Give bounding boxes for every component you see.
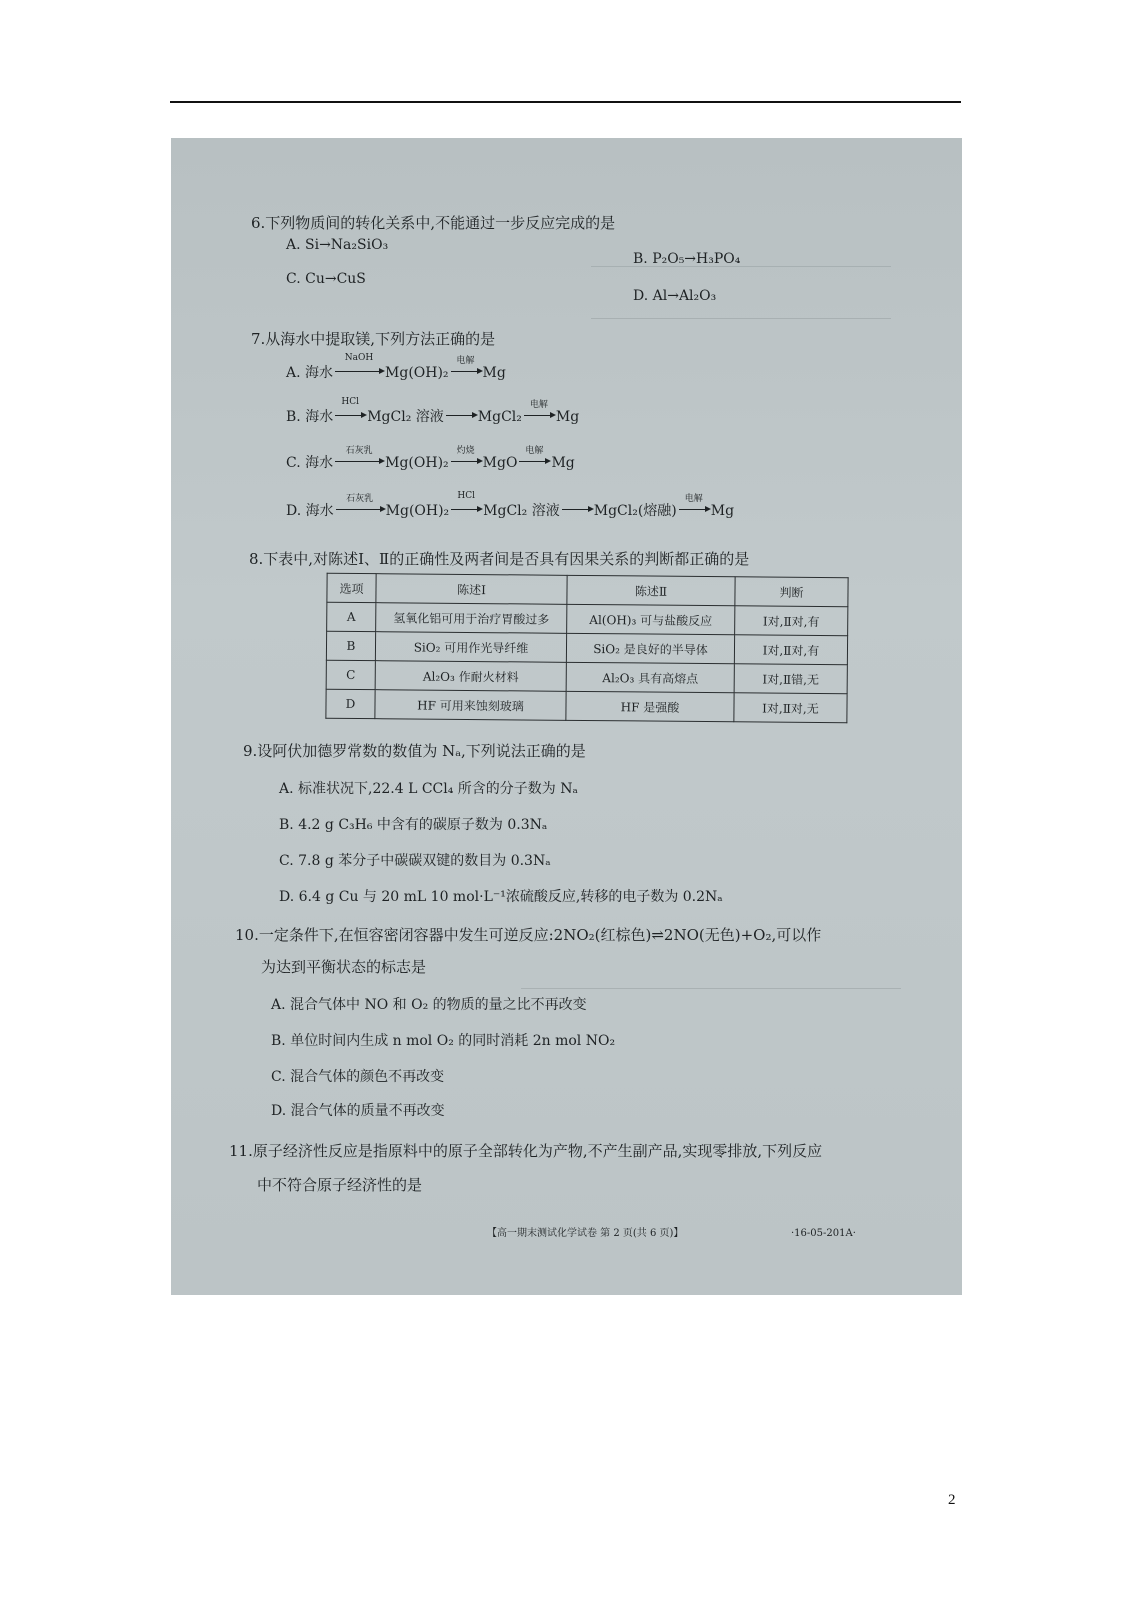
reaction-arrow	[517, 446, 551, 471]
arrow-label: 石灰乳	[345, 446, 373, 456]
table-row	[326, 631, 847, 665]
table-cell: HF 是强酸	[566, 691, 734, 721]
reaction-arrow	[522, 400, 556, 425]
formula-part: Mg(OH)₂	[385, 365, 449, 381]
q9-stem: 9.设阿伏加德罗常数的数值为 Nₐ,下列说法正确的是	[243, 742, 586, 760]
q7-option-a	[286, 353, 506, 382]
q10-stem-line2: 为达到平衡状态的标志是	[261, 958, 427, 976]
formula-part: MgCl₂ 溶液	[367, 409, 444, 425]
table-row	[326, 689, 847, 723]
q6-option-a: A. Si→Na₂SiO₃	[286, 237, 389, 253]
formula-part: Mg(OH)₂	[385, 455, 449, 471]
formula-part: Mg	[482, 365, 506, 381]
table-cell: B	[326, 631, 375, 660]
table-cell: Ⅰ对,Ⅱ错,无	[734, 664, 847, 694]
arrow-label: 石灰乳	[346, 494, 374, 504]
formula-part: MgO	[482, 455, 518, 471]
q7-option-b	[286, 397, 580, 426]
q10-stem-line1: 10.一定条件下,在恒容密闭容器中发生可逆反应:2NO₂(红棕色)⇌2NO(无色)+O₂,可以作	[235, 926, 822, 944]
table-header-row	[327, 573, 848, 607]
q8-table	[325, 573, 848, 724]
arrow-label: 电解	[684, 494, 703, 504]
table-row	[327, 602, 848, 636]
arrow-label: 电解	[456, 356, 475, 366]
q10-option-a: A. 混合气体中 NO 和 O₂ 的物质的量之比不再改变	[271, 997, 587, 1013]
formula-part: MgCl₂	[477, 409, 522, 425]
q11-stem-line1: 11.原子经济性反应是指原料中的原子全部转化为产物,不产生副产品,实现零排放,下列反应	[229, 1142, 823, 1160]
reaction-arrow	[449, 356, 483, 381]
reaction-arrow	[677, 494, 711, 519]
table-row	[326, 660, 847, 694]
exam-footer: 【高一期末测试化学试卷 第 2 页(共 6 页)】	[487, 1228, 684, 1239]
q9-option-c: C. 7.8 g 苯分子中碳碳双键的数目为 0.3Nₐ	[279, 853, 551, 869]
formula-part: MgCl₂ 溶液	[483, 503, 560, 519]
table-cell: A	[327, 602, 376, 631]
reaction-arrow	[334, 494, 386, 519]
q6-option-b: B. P₂O₅→H₃PO₄	[633, 251, 741, 267]
q9-option-d: D. 6.4 g Cu 与 20 mL 10 mol·L⁻¹浓硫酸反应,转移的电子数为 0.2Nₐ	[279, 889, 723, 905]
table-cell: D	[326, 689, 375, 718]
q9-option-b: B. 4.2 g C₃H₆ 中含有的碳原子数为 0.3Nₐ	[279, 817, 548, 833]
arrow-label: HCl	[341, 397, 360, 407]
reaction-arrow	[333, 353, 385, 381]
table-cell: Ⅰ对,Ⅱ对,有	[734, 635, 847, 665]
exam-code: ·16-05-201A·	[791, 1228, 856, 1239]
q11-stem-line2: 中不符合原子经济性的是	[257, 1176, 423, 1194]
table-cell: SiO₂ 可用作光导纤维	[375, 632, 566, 663]
arrow-label: NaOH	[344, 353, 374, 363]
reaction-arrow	[560, 503, 594, 519]
formula-part: Mg	[555, 409, 580, 425]
scanned-exam-photo	[171, 138, 962, 1295]
formula-part: Mg	[710, 503, 735, 519]
q9-option-a: A. 标准状况下,22.4 L CCl₄ 所含的分子数为 Nₐ	[279, 781, 578, 797]
formula-part: C. 海水	[286, 455, 334, 471]
q6-option-d: D. Al→Al₂O₃	[633, 288, 717, 304]
q7-stem: 7.从海水中提取镁,下列方法正确的是	[251, 330, 496, 348]
reaction-arrow	[333, 397, 367, 425]
arrow-label: HCl	[457, 491, 475, 501]
formula-part: B. 海水	[286, 409, 334, 425]
q10-option-b: B. 单位时间内生成 n mol O₂ 的同时消耗 2n mol NO₂	[271, 1033, 616, 1049]
arrow-label: 电解	[529, 400, 548, 410]
table-cell: Ⅰ对,Ⅱ对,无	[734, 693, 847, 723]
table-cell: Al(OH)₃ 可与盐酸反应	[567, 604, 735, 634]
q8-stem: 8.下表中,对陈述Ⅰ、Ⅱ的正确性及两者间是否具有因果关系的判断都正确的是	[249, 550, 750, 568]
table-header-cell: 选项	[327, 573, 376, 602]
reaction-arrow	[449, 446, 483, 471]
q6-option-c: C. Cu→CuS	[286, 271, 366, 287]
reaction-arrow	[333, 446, 385, 471]
formula-part: Mg	[551, 455, 575, 471]
table-cell: C	[326, 660, 375, 689]
reaction-arrow	[444, 409, 478, 425]
q10-option-d: D. 混合气体的质量不再改变	[271, 1103, 445, 1119]
table-cell: Al₂O₃ 作耐火材料	[375, 661, 566, 692]
table-header-cell: 陈述Ⅰ	[376, 574, 567, 605]
arrow-label: 电解	[525, 446, 544, 456]
formula-part: Mg(OH)₂	[385, 503, 450, 519]
table-cell: 氢氧化铝可用于治疗胃酸过多	[376, 603, 567, 634]
table-cell: Al₂O₃ 具有高熔点	[566, 662, 734, 692]
formula-part: A. 海水	[286, 365, 334, 381]
table-header-cell: 陈述Ⅱ	[567, 575, 735, 605]
table-cell: HF 可用来蚀刻玻璃	[375, 690, 566, 721]
table-cell: Ⅰ对,Ⅱ对,有	[735, 606, 848, 636]
q10-option-c: C. 混合气体的颜色不再改变	[271, 1069, 445, 1085]
page-number: 2	[948, 1492, 956, 1508]
header-rule	[170, 101, 961, 103]
formula-part: D. 海水	[286, 503, 334, 519]
bleed-through-line	[591, 318, 891, 320]
table-header-cell: 判断	[735, 577, 848, 607]
reaction-arrow	[449, 491, 483, 519]
q7-option-d	[286, 491, 735, 520]
table-cell: SiO₂ 是良好的半导体	[566, 633, 734, 663]
formula-part: MgCl₂(熔融)	[593, 503, 677, 519]
bleed-through-line	[521, 988, 901, 990]
arrow-label: 灼烧	[456, 446, 475, 456]
q6-stem: 6.下列物质间的转化关系中,不能通过一步反应完成的是	[251, 214, 616, 232]
q7-option-c	[286, 446, 575, 472]
